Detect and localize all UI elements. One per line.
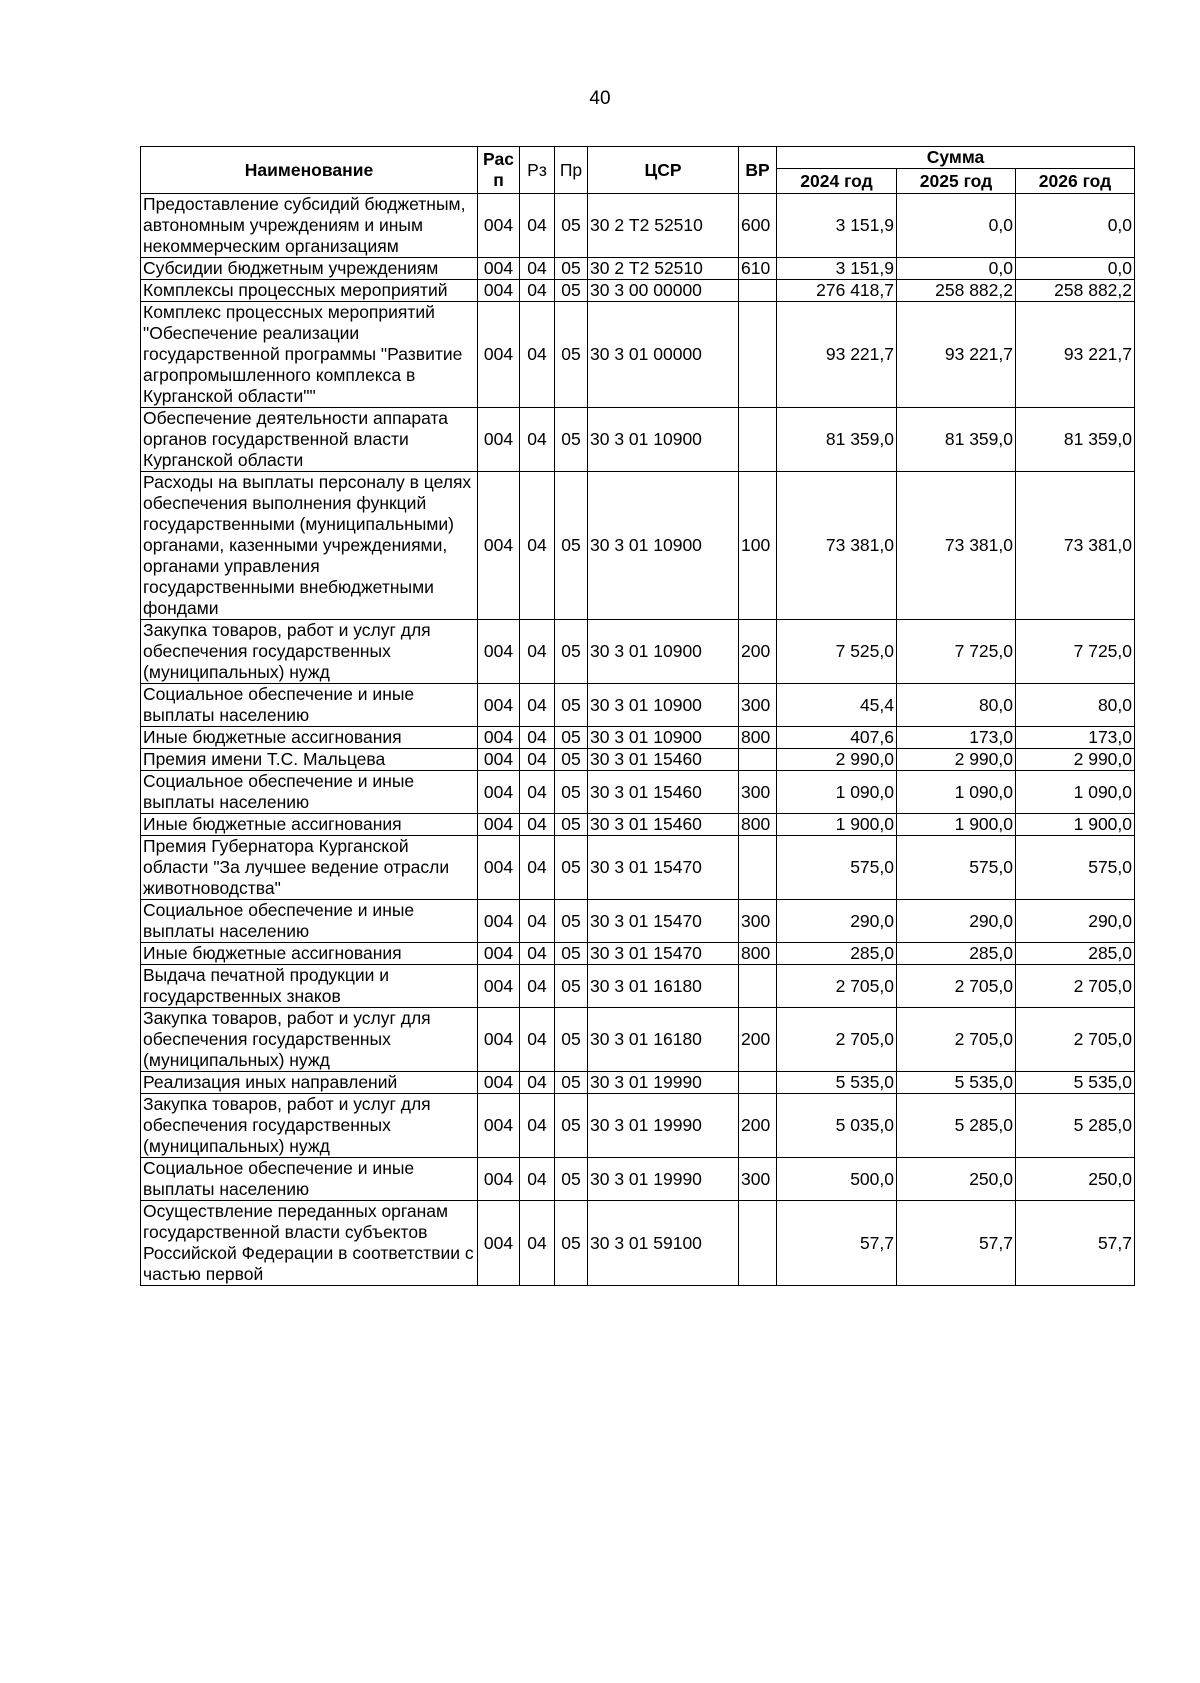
row-rasp: 004 bbox=[478, 943, 520, 965]
row-pr: 05 bbox=[555, 684, 588, 727]
row-csr: 30 3 01 10900 bbox=[588, 472, 739, 620]
row-csr: 30 3 01 15460 bbox=[588, 771, 739, 814]
header-csr: ЦСР bbox=[588, 147, 739, 194]
row-name: Реализация иных направлений bbox=[141, 1072, 478, 1094]
row-sum-2026: 290,0 bbox=[1016, 900, 1135, 943]
row-sum-2025: 0,0 bbox=[897, 194, 1016, 258]
row-sum-2026: 57,7 bbox=[1016, 1201, 1135, 1286]
row-rasp: 004 bbox=[478, 749, 520, 771]
row-rz: 04 bbox=[520, 771, 555, 814]
table-row bbox=[141, 1094, 1135, 1158]
row-rz: 04 bbox=[520, 1094, 555, 1158]
row-rasp: 004 bbox=[478, 814, 520, 836]
row-pr: 05 bbox=[555, 771, 588, 814]
row-csr: 30 3 01 19990 bbox=[588, 1072, 739, 1094]
row-vr: 800 bbox=[739, 727, 777, 749]
row-name: Социальное обеспечение и иные выплаты населению bbox=[141, 1158, 478, 1201]
row-name: Расходы на выплаты персоналу в целях обеспечения выполнения функций государственными (муниципальными) органами, казенными учреждениями, органами управления государственными внебюджетными фондами bbox=[141, 472, 478, 620]
row-pr: 05 bbox=[555, 280, 588, 302]
row-sum-2024: 2 990,0 bbox=[777, 749, 897, 771]
row-name: Комплексы процессных мероприятий bbox=[141, 280, 478, 302]
row-rasp: 004 bbox=[478, 965, 520, 1008]
table-row bbox=[141, 472, 1135, 620]
row-sum-2026: 0,0 bbox=[1016, 258, 1135, 280]
row-rasp: 004 bbox=[478, 280, 520, 302]
row-sum-2026: 7 725,0 bbox=[1016, 620, 1135, 684]
row-vr: 300 bbox=[739, 771, 777, 814]
row-pr: 05 bbox=[555, 814, 588, 836]
table-row bbox=[141, 1201, 1135, 1286]
row-vr bbox=[739, 1201, 777, 1286]
table-row bbox=[141, 1158, 1135, 1201]
row-csr: 30 3 01 10900 bbox=[588, 408, 739, 472]
row-name: Закупка товаров, работ и услуг для обеспечения государственных (муниципальных) нужд bbox=[141, 1094, 478, 1158]
row-sum-2024: 2 705,0 bbox=[777, 965, 897, 1008]
row-sum-2024: 290,0 bbox=[777, 900, 897, 943]
row-name: Предоставление субсидий бюджетным, автономным учреждениям и иным некоммерческим организациям bbox=[141, 194, 478, 258]
row-csr: 30 3 01 15470 bbox=[588, 836, 739, 900]
table-row bbox=[141, 280, 1135, 302]
row-vr: 600 bbox=[739, 194, 777, 258]
table-row bbox=[141, 258, 1135, 280]
row-sum-2024: 45,4 bbox=[777, 684, 897, 727]
row-rasp: 004 bbox=[478, 1201, 520, 1286]
row-csr: 30 3 01 15460 bbox=[588, 814, 739, 836]
row-csr: 30 3 01 16180 bbox=[588, 965, 739, 1008]
row-sum-2025: 5 535,0 bbox=[897, 1072, 1016, 1094]
row-pr: 05 bbox=[555, 1072, 588, 1094]
row-rasp: 004 bbox=[478, 258, 520, 280]
row-sum-2024: 500,0 bbox=[777, 1158, 897, 1201]
row-sum-2026: 250,0 bbox=[1016, 1158, 1135, 1201]
row-sum-2024: 407,6 bbox=[777, 727, 897, 749]
row-name: Социальное обеспечение и иные выплаты населению bbox=[141, 684, 478, 727]
row-name: Закупка товаров, работ и услуг для обеспечения государственных (муниципальных) нужд bbox=[141, 620, 478, 684]
row-sum-2025: 93 221,7 bbox=[897, 302, 1016, 408]
row-sum-2026: 285,0 bbox=[1016, 943, 1135, 965]
table-row bbox=[141, 194, 1135, 258]
row-name: Осуществление переданных органам государственной власти субъектов Российской Федерации в соответствии с частью первой bbox=[141, 1201, 478, 1286]
row-name: Закупка товаров, работ и услуг для обеспечения государственных (муниципальных) нужд bbox=[141, 1008, 478, 1072]
row-csr: 30 3 01 15460 bbox=[588, 749, 739, 771]
table-row bbox=[141, 814, 1135, 836]
row-sum-2024: 5 535,0 bbox=[777, 1072, 897, 1094]
row-sum-2025: 81 359,0 bbox=[897, 408, 1016, 472]
table-header bbox=[141, 147, 1135, 194]
row-sum-2026: 2 990,0 bbox=[1016, 749, 1135, 771]
row-sum-2026: 2 705,0 bbox=[1016, 965, 1135, 1008]
row-sum-2024: 3 151,9 bbox=[777, 258, 897, 280]
row-rz: 04 bbox=[520, 900, 555, 943]
row-vr: 300 bbox=[739, 900, 777, 943]
row-rz: 04 bbox=[520, 1008, 555, 1072]
row-sum-2024: 57,7 bbox=[777, 1201, 897, 1286]
row-rz: 04 bbox=[520, 472, 555, 620]
row-rz: 04 bbox=[520, 943, 555, 965]
row-sum-2024: 575,0 bbox=[777, 836, 897, 900]
row-pr: 05 bbox=[555, 472, 588, 620]
row-vr: 100 bbox=[739, 472, 777, 620]
row-name: Иные бюджетные ассигнования bbox=[141, 727, 478, 749]
row-name: Иные бюджетные ассигнования bbox=[141, 814, 478, 836]
row-pr: 05 bbox=[555, 943, 588, 965]
table-body bbox=[141, 194, 1135, 1286]
row-rz: 04 bbox=[520, 280, 555, 302]
row-vr: 300 bbox=[739, 1158, 777, 1201]
row-csr: 30 3 01 15470 bbox=[588, 900, 739, 943]
row-csr: 30 3 01 59100 bbox=[588, 1201, 739, 1286]
row-vr: 610 bbox=[739, 258, 777, 280]
header-year-2025: 2025 год bbox=[897, 169, 1016, 194]
row-pr: 05 bbox=[555, 302, 588, 408]
row-name: Обеспечение деятельности аппарата органов государственной власти Курганской области bbox=[141, 408, 478, 472]
row-csr: 30 3 00 00000 bbox=[588, 280, 739, 302]
row-vr: 800 bbox=[739, 943, 777, 965]
row-vr: 800 bbox=[739, 814, 777, 836]
row-pr: 05 bbox=[555, 408, 588, 472]
row-rz: 04 bbox=[520, 965, 555, 1008]
row-rz: 04 bbox=[520, 684, 555, 727]
row-sum-2024: 2 705,0 bbox=[777, 1008, 897, 1072]
table-row bbox=[141, 1008, 1135, 1072]
row-sum-2026: 5 285,0 bbox=[1016, 1094, 1135, 1158]
row-pr: 05 bbox=[555, 194, 588, 258]
row-sum-2025: 575,0 bbox=[897, 836, 1016, 900]
row-sum-2024: 81 359,0 bbox=[777, 408, 897, 472]
row-pr: 05 bbox=[555, 1094, 588, 1158]
row-rz: 04 bbox=[520, 727, 555, 749]
row-sum-2025: 290,0 bbox=[897, 900, 1016, 943]
row-vr: 200 bbox=[739, 620, 777, 684]
row-sum-2024: 3 151,9 bbox=[777, 194, 897, 258]
row-sum-2026: 5 535,0 bbox=[1016, 1072, 1135, 1094]
row-pr: 05 bbox=[555, 1201, 588, 1286]
row-vr bbox=[739, 965, 777, 1008]
row-sum-2026: 80,0 bbox=[1016, 684, 1135, 727]
row-sum-2024: 7 525,0 bbox=[777, 620, 897, 684]
row-sum-2024: 73 381,0 bbox=[777, 472, 897, 620]
table-row bbox=[141, 684, 1135, 727]
row-rasp: 004 bbox=[478, 620, 520, 684]
row-sum-2025: 1 900,0 bbox=[897, 814, 1016, 836]
row-sum-2026: 575,0 bbox=[1016, 836, 1135, 900]
row-csr: 30 3 01 10900 bbox=[588, 620, 739, 684]
page-number: 40 bbox=[589, 88, 611, 109]
row-sum-2025: 173,0 bbox=[897, 727, 1016, 749]
row-sum-2026: 0,0 bbox=[1016, 194, 1135, 258]
row-pr: 05 bbox=[555, 727, 588, 749]
row-rz: 04 bbox=[520, 1072, 555, 1094]
table-row bbox=[141, 302, 1135, 408]
table-row bbox=[141, 943, 1135, 965]
table-row bbox=[141, 749, 1135, 771]
row-rz: 04 bbox=[520, 836, 555, 900]
row-pr: 05 bbox=[555, 620, 588, 684]
table-row bbox=[141, 727, 1135, 749]
header-rasp: Рас п bbox=[478, 147, 520, 194]
header-rz: Рз bbox=[520, 147, 555, 194]
row-sum-2025: 1 090,0 bbox=[897, 771, 1016, 814]
header-year-2024: 2024 год bbox=[777, 169, 897, 194]
row-pr: 05 bbox=[555, 258, 588, 280]
row-sum-2026: 2 705,0 bbox=[1016, 1008, 1135, 1072]
row-name: Субсидии бюджетным учреждениям bbox=[141, 258, 478, 280]
row-csr: 30 3 01 19990 bbox=[588, 1094, 739, 1158]
row-sum-2025: 285,0 bbox=[897, 943, 1016, 965]
row-sum-2025: 258 882,2 bbox=[897, 280, 1016, 302]
row-sum-2024: 5 035,0 bbox=[777, 1094, 897, 1158]
row-sum-2024: 1 090,0 bbox=[777, 771, 897, 814]
row-pr: 05 bbox=[555, 749, 588, 771]
table-row bbox=[141, 408, 1135, 472]
table-row bbox=[141, 620, 1135, 684]
row-rasp: 004 bbox=[478, 727, 520, 749]
row-pr: 05 bbox=[555, 836, 588, 900]
row-rasp: 004 bbox=[478, 1072, 520, 1094]
row-name: Социальное обеспечение и иные выплаты населению bbox=[141, 900, 478, 943]
row-rasp: 004 bbox=[478, 472, 520, 620]
row-name: Премия имени Т.С. Мальцева bbox=[141, 749, 478, 771]
row-sum-2026: 93 221,7 bbox=[1016, 302, 1135, 408]
row-pr: 05 bbox=[555, 1158, 588, 1201]
row-vr bbox=[739, 408, 777, 472]
header-year-2026: 2026 год bbox=[1016, 169, 1135, 194]
row-sum-2025: 2 705,0 bbox=[897, 1008, 1016, 1072]
row-sum-2024: 285,0 bbox=[777, 943, 897, 965]
row-csr: 30 3 01 19990 bbox=[588, 1158, 739, 1201]
row-sum-2026: 1 900,0 bbox=[1016, 814, 1135, 836]
table-row bbox=[141, 771, 1135, 814]
row-name: Выдача печатной продукции и государственных знаков bbox=[141, 965, 478, 1008]
table-row bbox=[141, 1072, 1135, 1094]
row-vr bbox=[739, 1072, 777, 1094]
row-sum-2025: 0,0 bbox=[897, 258, 1016, 280]
row-csr: 30 2 Т2 52510 bbox=[588, 258, 739, 280]
row-sum-2025: 7 725,0 bbox=[897, 620, 1016, 684]
row-rasp: 004 bbox=[478, 836, 520, 900]
table-row bbox=[141, 836, 1135, 900]
row-csr: 30 3 01 10900 bbox=[588, 684, 739, 727]
row-name: Иные бюджетные ассигнования bbox=[141, 943, 478, 965]
row-rasp: 004 bbox=[478, 302, 520, 408]
row-vr bbox=[739, 280, 777, 302]
row-rz: 04 bbox=[520, 1158, 555, 1201]
row-csr: 30 3 01 10900 bbox=[588, 727, 739, 749]
row-csr: 30 3 01 00000 bbox=[588, 302, 739, 408]
row-sum-2026: 1 090,0 bbox=[1016, 771, 1135, 814]
table-row bbox=[141, 965, 1135, 1008]
header-vr: ВР bbox=[739, 147, 777, 194]
row-name: Комплекс процессных мероприятий "Обеспечение реализации государственной программы "Развитие агропромышленного комплекса в Курганской области"" bbox=[141, 302, 478, 408]
row-pr: 05 bbox=[555, 900, 588, 943]
row-sum-2025: 2 990,0 bbox=[897, 749, 1016, 771]
row-name: Социальное обеспечение и иные выплаты населению bbox=[141, 771, 478, 814]
row-sum-2026: 81 359,0 bbox=[1016, 408, 1135, 472]
row-rz: 04 bbox=[520, 814, 555, 836]
row-vr bbox=[739, 749, 777, 771]
row-sum-2025: 80,0 bbox=[897, 684, 1016, 727]
row-pr: 05 bbox=[555, 965, 588, 1008]
row-sum-2024: 276 418,7 bbox=[777, 280, 897, 302]
header-pr: Пр bbox=[555, 147, 588, 194]
row-sum-2025: 5 285,0 bbox=[897, 1094, 1016, 1158]
row-rz: 04 bbox=[520, 408, 555, 472]
row-sum-2024: 1 900,0 bbox=[777, 814, 897, 836]
row-rz: 04 bbox=[520, 194, 555, 258]
row-rz: 04 bbox=[520, 620, 555, 684]
row-rasp: 004 bbox=[478, 771, 520, 814]
row-sum-2024: 93 221,7 bbox=[777, 302, 897, 408]
row-rz: 04 bbox=[520, 258, 555, 280]
row-sum-2026: 258 882,2 bbox=[1016, 280, 1135, 302]
row-vr: 200 bbox=[739, 1008, 777, 1072]
row-vr: 300 bbox=[739, 684, 777, 727]
row-rasp: 004 bbox=[478, 1094, 520, 1158]
row-vr bbox=[739, 836, 777, 900]
row-csr: 30 2 Т2 52510 bbox=[588, 194, 739, 258]
row-rz: 04 bbox=[520, 302, 555, 408]
row-rasp: 004 bbox=[478, 1008, 520, 1072]
row-sum-2026: 73 381,0 bbox=[1016, 472, 1135, 620]
row-vr bbox=[739, 302, 777, 408]
table-row bbox=[141, 900, 1135, 943]
row-csr: 30 3 01 16180 bbox=[588, 1008, 739, 1072]
row-name: Премия Губернатора Курганской области "За лучшее ведение отрасли животноводства" bbox=[141, 836, 478, 900]
row-pr: 05 bbox=[555, 1008, 588, 1072]
row-sum-2026: 173,0 bbox=[1016, 727, 1135, 749]
row-rasp: 004 bbox=[478, 1158, 520, 1201]
row-rz: 04 bbox=[520, 1201, 555, 1286]
row-rz: 04 bbox=[520, 749, 555, 771]
row-sum-2025: 2 705,0 bbox=[897, 965, 1016, 1008]
header-sum: Сумма bbox=[777, 147, 1135, 169]
row-rasp: 004 bbox=[478, 900, 520, 943]
header-name: Наименование bbox=[141, 147, 478, 194]
row-sum-2025: 57,7 bbox=[897, 1201, 1016, 1286]
row-rasp: 004 bbox=[478, 194, 520, 258]
row-sum-2025: 250,0 bbox=[897, 1158, 1016, 1201]
row-rasp: 004 bbox=[478, 684, 520, 727]
row-vr: 200 bbox=[739, 1094, 777, 1158]
row-rasp: 004 bbox=[478, 408, 520, 472]
row-sum-2025: 73 381,0 bbox=[897, 472, 1016, 620]
budget-table bbox=[140, 146, 1135, 1286]
row-csr: 30 3 01 15470 bbox=[588, 943, 739, 965]
